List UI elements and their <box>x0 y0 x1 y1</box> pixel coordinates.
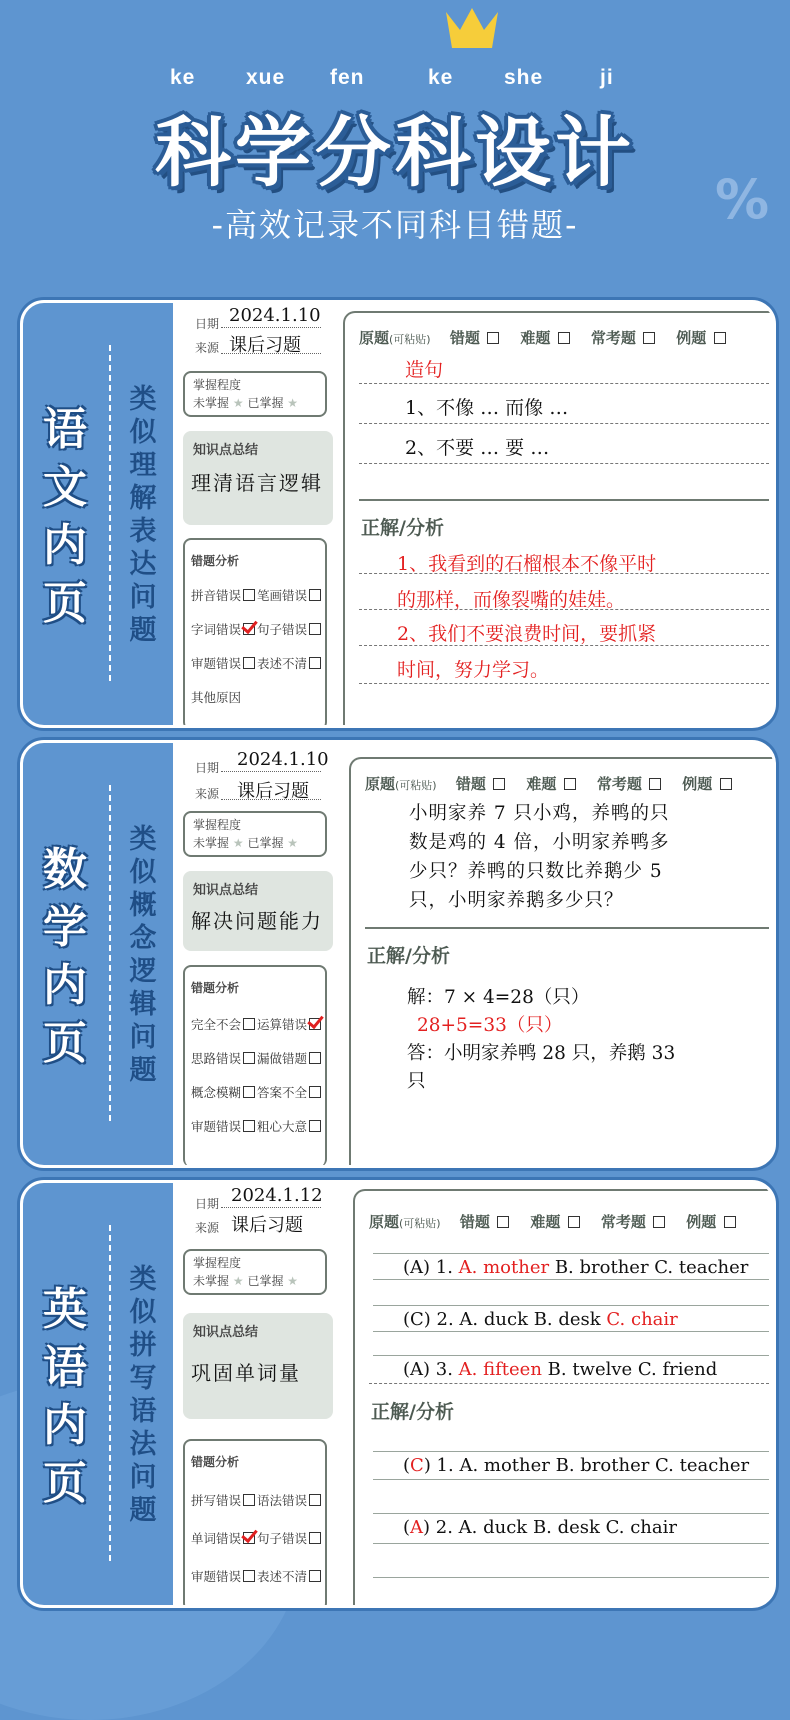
star-icon: ★ <box>232 396 244 410</box>
summary-title: 知识点总结 <box>193 883 259 898</box>
card-chinese <box>20 300 776 728</box>
checkbox-checked[interactable] <box>309 1018 321 1030</box>
summary-title: 知识点总结 <box>193 443 259 458</box>
subject-name: 数 学 内 页 <box>43 844 87 1069</box>
subject-name: 英 语 内 页 <box>43 1284 87 1509</box>
summary-title: 知识点总结 <box>193 1325 259 1340</box>
date-value: 2024.1.10 <box>237 749 329 770</box>
answer-line: (C) 1. A. mother B. brother C. teacher <box>403 1455 750 1476</box>
percent-decoration: % <box>715 168 770 231</box>
checkbox[interactable] <box>309 1086 321 1098</box>
date-value: 2024.1.12 <box>231 1185 323 1206</box>
star-icon: ★ <box>287 836 299 850</box>
checkbox[interactable] <box>243 1086 255 1098</box>
answer-line: 的那样，而像裂嘴的娃娃。 <box>397 589 626 611</box>
checkbox[interactable] <box>564 778 576 790</box>
checkbox[interactable] <box>309 589 321 601</box>
answer-line: 只 <box>407 1071 426 1092</box>
mastery-box <box>183 811 327 857</box>
error-analysis-box: 错题分析 拼写错误 语法错误 单词错误 句子错误 审题错误 表述不清 <box>183 1439 327 1608</box>
question-line: 只，小明家养鹅多少只？ <box>409 890 624 911</box>
checkbox[interactable] <box>558 332 570 344</box>
subject-label-panel <box>23 303 173 725</box>
mastery-title: 掌握程度 <box>193 818 242 832</box>
checkbox[interactable] <box>243 1018 255 1030</box>
answer-section-title: 正解/分析 <box>371 1401 454 1423</box>
checkbox[interactable] <box>497 1216 509 1228</box>
source-value: 课后习题 <box>231 1215 303 1236</box>
question-line: 造句 <box>405 359 444 381</box>
record-sidebar <box>173 303 333 725</box>
error-analysis-title: 错题分析 <box>191 1455 240 1469</box>
answer-line: 答：小明家养鸭 28 只，养鹅 33 <box>407 1043 676 1064</box>
star-icon: ★ <box>232 1274 244 1288</box>
crown-icon <box>440 4 504 54</box>
source-label: 来源 <box>195 1221 220 1235</box>
star-icon: ★ <box>287 1274 299 1288</box>
answer-line: 2、我们不要浪费时间，要抓紧 <box>397 623 657 645</box>
record-sidebar <box>173 743 333 1165</box>
checkbox[interactable] <box>309 1494 321 1506</box>
checkbox[interactable] <box>643 332 655 344</box>
source-underline <box>221 353 321 354</box>
pinyin-1: ke <box>170 66 196 89</box>
error-analysis-title: 错题分析 <box>191 554 240 568</box>
question-line: (C) 2. A. duck B. desk C. chair <box>403 1309 678 1330</box>
pinyin-4: ke <box>428 66 454 89</box>
subject-label-panel <box>23 1183 173 1605</box>
checkbox[interactable] <box>243 1494 255 1506</box>
checkbox[interactable] <box>568 1216 580 1228</box>
record-sidebar <box>173 1183 333 1605</box>
dashed-divider <box>109 1225 111 1561</box>
checkbox-checked[interactable] <box>243 623 255 635</box>
similar-problem-label: 类 似 拼 写 语 法 问 题 <box>129 1264 157 1526</box>
dashed-divider <box>109 785 111 1121</box>
answer-line: (A) 2. A. duck B. desk C. chair <box>403 1517 677 1538</box>
star-icon: ★ <box>287 396 299 410</box>
question-panel <box>353 1189 773 1605</box>
date-label: 日期 <box>195 317 220 331</box>
answer-section-title: 正解/分析 <box>361 517 444 539</box>
pinyin-5: she <box>504 66 544 89</box>
checkbox[interactable] <box>243 589 255 601</box>
checkbox[interactable] <box>243 1570 255 1582</box>
subject-name: 语 文 内 页 <box>43 404 87 629</box>
checkbox[interactable] <box>724 1216 736 1228</box>
date-label: 日期 <box>195 1197 220 1211</box>
summary-value: 理清语言逻辑 <box>191 471 323 495</box>
mastery-box <box>183 371 327 417</box>
card-math <box>20 740 776 1168</box>
question-line: 少只？养鸭的只数比养鹅少 5 <box>409 861 663 882</box>
error-analysis-box: 错题分析 完全不会 运算错误 思路错误 漏做错题 概念模糊 答案不全 审题错误 粗心大意 <box>183 965 327 1167</box>
checkbox-checked[interactable] <box>243 1532 255 1544</box>
answer-line: 时间，努力学习。 <box>397 659 550 681</box>
question-line: (A) 3. A. fifteen B. twelve C. friend <box>403 1359 718 1380</box>
source-underline <box>221 799 321 800</box>
checkbox[interactable] <box>714 332 726 344</box>
answer-line: 28+5=33（只） <box>417 1015 563 1036</box>
mastery-box <box>183 1249 327 1295</box>
summary-box <box>183 871 333 951</box>
mastery-title: 掌握程度 <box>193 378 242 392</box>
mastery-options: 未掌握 ★ 已掌握 ★ <box>193 396 299 410</box>
checkbox[interactable] <box>309 1052 321 1064</box>
source-value: 课后习题 <box>237 781 309 802</box>
checkbox[interactable] <box>243 1052 255 1064</box>
source-value: 课后习题 <box>229 335 301 356</box>
source-label: 来源 <box>195 787 220 801</box>
question-header: 原题(可粘贴) 错题 难题 常考题 例题 <box>369 1211 738 1232</box>
checkbox[interactable] <box>243 1120 255 1132</box>
checkbox[interactable] <box>309 1532 321 1544</box>
mastery-options: 未掌握 ★ 已掌握 ★ <box>193 1274 299 1288</box>
page-title: 科学分科设计 <box>155 108 635 197</box>
summary-value: 巩固单词量 <box>191 1361 301 1385</box>
dashed-divider <box>109 345 111 681</box>
checkbox[interactable] <box>493 778 505 790</box>
checkbox[interactable] <box>653 1216 665 1228</box>
question-line: 2、不要 … 要 … <box>405 437 550 459</box>
subject-label-panel <box>23 743 173 1165</box>
mastery-title: 掌握程度 <box>193 1256 242 1270</box>
checkbox[interactable] <box>487 332 499 344</box>
page-subtitle: -高效记录不同科目错题- <box>211 206 579 244</box>
card-english <box>20 1180 776 1608</box>
question-panel <box>343 311 773 725</box>
checkbox[interactable] <box>309 657 321 669</box>
checkbox[interactable] <box>649 778 661 790</box>
summary-box <box>183 431 333 525</box>
question-line: (A) 1. A. mother B. brother C. teacher <box>403 1257 749 1278</box>
similar-problem-label: 类 似 概 念 逻 辑 问 题 <box>129 824 157 1086</box>
source-label: 来源 <box>195 341 220 355</box>
answer-line: 解：7 × 4=28（只） <box>407 987 590 1008</box>
error-analysis-box: 错题分析 拼音错误 笔画错误 字词错误 句子错误 审题错误 表述不清 其他原因 <box>183 538 327 728</box>
date-underline <box>221 771 321 772</box>
question-line: 1、不像 … 而像 … <box>405 397 569 419</box>
question-panel <box>349 757 773 1165</box>
answer-section-title: 正解/分析 <box>367 945 450 967</box>
mastery-options: 未掌握 ★ 已掌握 ★ <box>193 836 299 850</box>
summary-value: 解决问题能力 <box>191 909 323 933</box>
summary-box <box>183 1313 333 1419</box>
question-line: 小明家养 7 只小鸡，养鸭的只 <box>409 803 670 824</box>
pinyin-3: fen <box>330 66 365 89</box>
answer-line: 1、我看到的石榴根本不像平时 <box>397 553 657 575</box>
checkbox[interactable] <box>309 1570 321 1582</box>
checkbox[interactable] <box>309 623 321 635</box>
date-underline <box>221 327 321 328</box>
date-value: 2024.1.10 <box>229 305 321 326</box>
error-analysis-title: 错题分析 <box>191 981 240 995</box>
checkbox[interactable] <box>243 657 255 669</box>
date-label: 日期 <box>195 761 220 775</box>
date-underline <box>221 1207 321 1208</box>
question-line: 数是鸡的 4 倍，小明家养鸭多 <box>409 832 670 853</box>
pinyin-2: xue <box>246 66 286 89</box>
question-header: 原题(可粘贴) 错题 难题 常考题 例题 <box>359 327 728 348</box>
pinyin-6: ji <box>600 66 614 89</box>
checkbox[interactable] <box>720 778 732 790</box>
question-header: 原题(可粘贴) 错题 难题 常考题 例题 <box>365 773 734 794</box>
checkbox[interactable] <box>309 1120 321 1132</box>
similar-problem-label: 类 似 理 解 表 达 问 题 <box>129 384 157 646</box>
star-icon: ★ <box>232 836 244 850</box>
